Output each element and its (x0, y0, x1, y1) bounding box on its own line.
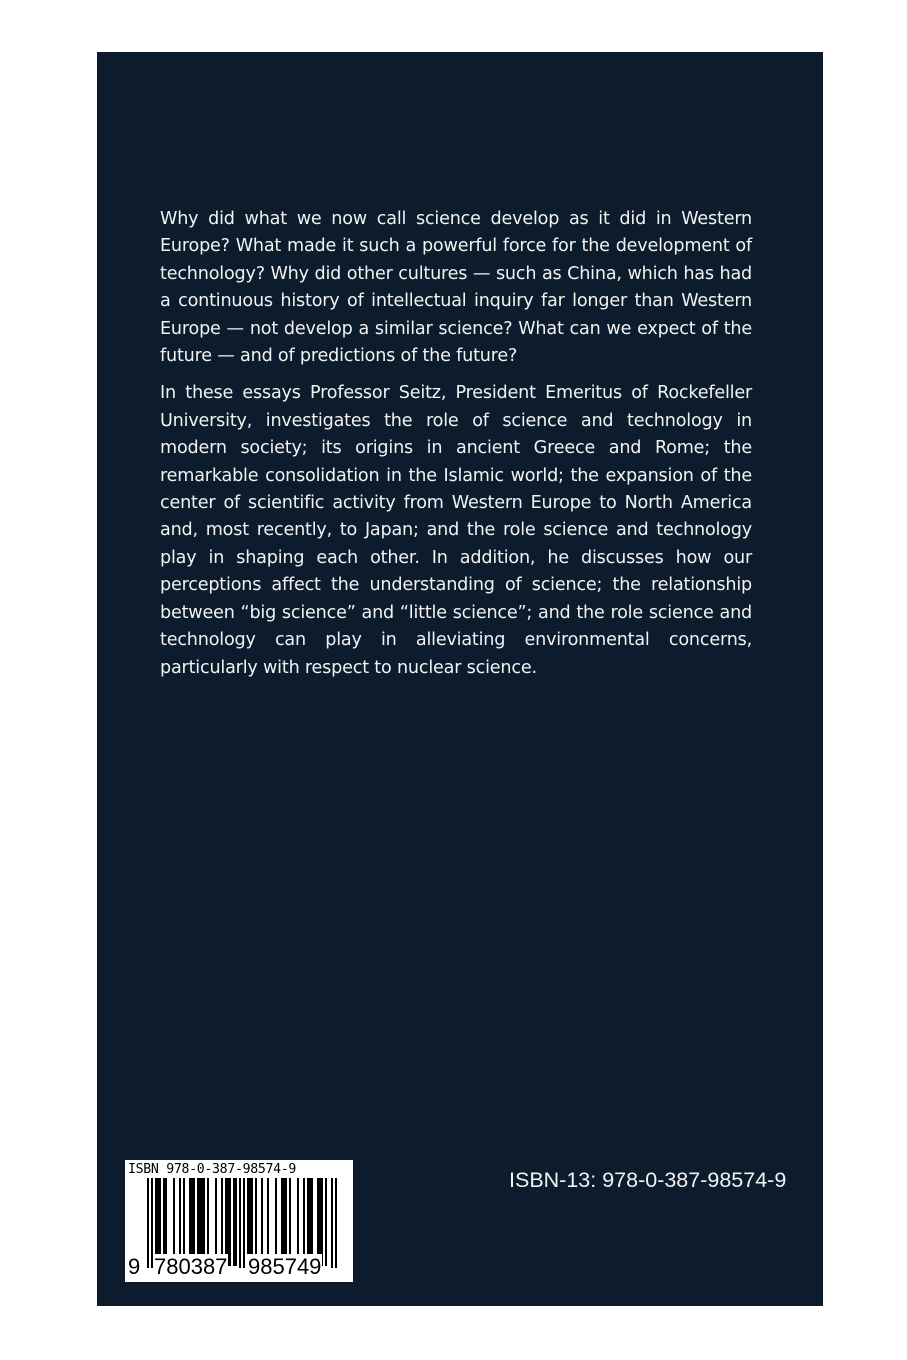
barcode-bar (197, 1178, 199, 1266)
barcode-bar (193, 1178, 195, 1266)
barcode-bar (255, 1178, 257, 1266)
barcode-bar (233, 1178, 235, 1266)
barcode-bar (165, 1178, 167, 1266)
barcode-bar (155, 1178, 157, 1266)
barcode-bar (275, 1178, 277, 1266)
barcode-bar (207, 1178, 209, 1266)
barcode-bar (317, 1178, 319, 1266)
back-cover (97, 52, 823, 1306)
barcode (125, 1160, 353, 1282)
barcode-bar (157, 1178, 159, 1266)
barcode-bar (303, 1178, 305, 1266)
barcode-bar (201, 1178, 203, 1266)
barcode-digits (125, 1254, 353, 1280)
barcode-bar (235, 1178, 237, 1266)
blurb-paragraph-1: Why did what we now call science develop as it did in Western Europe? What made it such a powerful force for the development of technology? Why did other cultures — such as China, which has had a continuous history of intellectual inquiry far longer than Western Europe — not develop a similar science? What can we expect of the future — and of predictions of the future? (160, 209, 752, 367)
barcode-bar (247, 1178, 249, 1266)
blurb-text (160, 206, 752, 692)
barcode-bar (285, 1178, 287, 1266)
barcode-bar (225, 1178, 227, 1266)
barcode-bar (267, 1178, 269, 1266)
barcode-bar (281, 1178, 283, 1266)
barcode-digit-first: 9 (128, 1254, 141, 1279)
barcode-bar (189, 1178, 191, 1266)
barcode-bar (311, 1178, 313, 1266)
barcode-bar (173, 1178, 175, 1266)
barcode-bar (307, 1178, 309, 1266)
barcode-bar (229, 1178, 231, 1266)
barcode-bar (215, 1178, 217, 1266)
barcode-bar (321, 1178, 323, 1266)
barcode-bar (261, 1178, 263, 1266)
blurb-paragraph-2: In these essays Professor Seitz, President Emeritus of Rockefeller University, investigates the role of science and technology in modern society; its origins in ancient Greece and Rome; the remarkable consolidation in the Islamic world; the expansion of the center of scientific activity from Western Europe to North America and, most recently, to Japan; and the role science and technology play in shaping each other. In addition, he discusses how our perceptions affect the understanding of science; the relationship between “big science” and “little science”; and the role science and technology can play in alleviating environmental concerns, particularly with respect to nuclear science. (160, 383, 752, 678)
barcode-bar (289, 1178, 291, 1266)
barcode-digits-right: 985749 (248, 1254, 322, 1279)
barcode-bar (199, 1178, 201, 1266)
barcode-digits-left: 780387 (154, 1254, 228, 1279)
barcode-bar (249, 1178, 251, 1266)
barcode-bar (163, 1178, 165, 1266)
barcode-bar (183, 1178, 185, 1266)
barcode-bar (227, 1178, 229, 1266)
barcode-bar (283, 1178, 285, 1266)
barcode-bar (203, 1178, 205, 1266)
barcode-bar (179, 1178, 181, 1266)
barcode-bar (325, 1178, 327, 1266)
barcode-bar (319, 1178, 321, 1266)
barcode-isbn-text: ISBN 978-0-387-98574-9 (128, 1162, 297, 1177)
barcode-bar (221, 1178, 223, 1266)
isbn-13-label: ISBN-13: 978-0-387-98574-9 (509, 1168, 787, 1192)
barcode-bar (191, 1178, 193, 1266)
barcode-bar (297, 1178, 299, 1266)
barcode-bar (309, 1178, 311, 1266)
barcode-bar (251, 1178, 253, 1266)
barcode-bar (159, 1178, 161, 1266)
